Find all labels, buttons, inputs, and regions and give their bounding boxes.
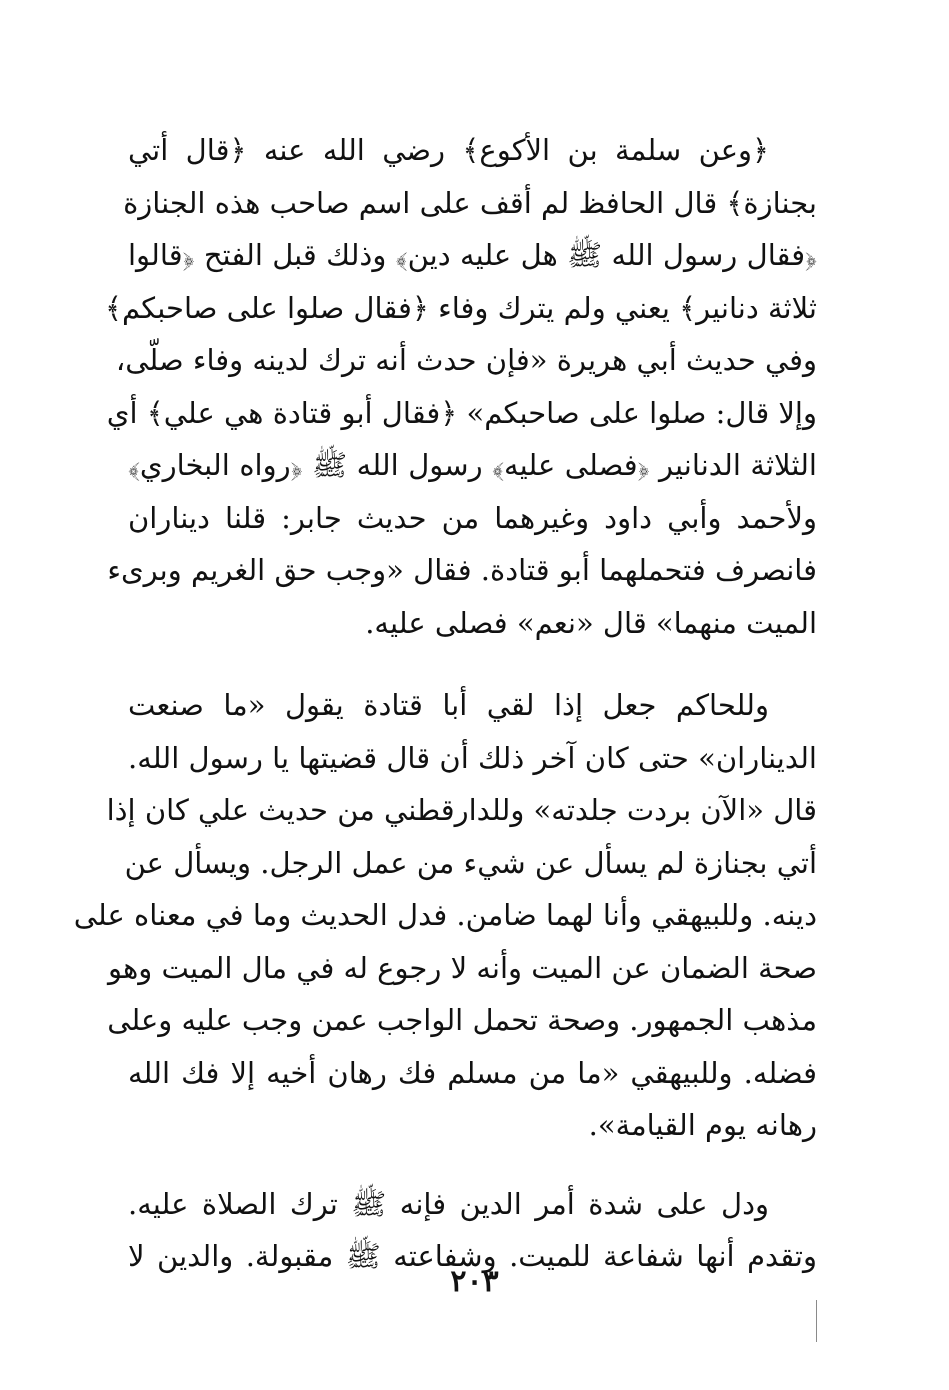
- paragraph-gap: [128, 649, 817, 679]
- paragraph-1: [104, 124, 817, 649]
- text-line: فضله. وللبيهقي «ما من مسلم فك رهان أخيه إلا فك الله: [128, 1055, 817, 1090]
- text-line: الثلاثة الدنانير ﴿فصلى عليه﴾ رسول الله ﷺ ﴿رواه البخاري﴾: [128, 448, 817, 482]
- text-line: الميت منهما» قال «نعم» فصلى عليه.: [365, 605, 817, 640]
- text-line: الديناران» حتى كان آخر ذلك أن قال قضيتها يا رسول الله.: [128, 740, 817, 775]
- text-line: وتقدم أنها شفاعة للميت. وشفاعته ﷺ مقبولة. والدين لا: [128, 1239, 817, 1273]
- text-line: صحة الضمان عن الميت وأنه لا رجوع له في مال الميت وهو: [108, 950, 817, 985]
- page-number: ٢٠٣: [450, 1264, 499, 1299]
- text-line: قال «الآن بردت جلدته» وللدارقطني من حديث علي كان إذا: [106, 793, 817, 827]
- text-line: فانصرف فتحملهما أبو قتادة. فقال «وجب حق الغريم وبرىء: [107, 553, 817, 587]
- text-line: ودل على شدة أمر الدين فإنه ﷺ ترك الصلاة عليه.: [128, 1186, 769, 1221]
- text-line: أتي بجنازة لم يسأل عن شيء من عمل الرجل. ويسأل عن: [124, 845, 817, 880]
- main-text: [73, 124, 817, 1283]
- text-line: وللحاكم جعل إذا لقي أبا قتادة يقول «ما صنعت: [128, 688, 769, 722]
- text-line: بجنازة﴾ قال الحافظ لم أقف على اسم صاحب هذه الجنازة: [123, 185, 817, 220]
- text-line: وفي حديث أبي هريرة «فإن حدث أنه ترك لدينه وفاء صلّى،: [115, 343, 817, 377]
- paragraph-gap: [128, 1152, 817, 1178]
- text-line: رهانه يوم القيامة».: [588, 1108, 817, 1142]
- text-line: ﴿وعن سلمة بن الأكوع﴾ رضي الله عنه ﴿قال أتي: [128, 133, 769, 167]
- text-line: دينه. وللبيهقي وأنا لهما ضامن. فدل الحديث وما في معناه على: [73, 898, 817, 932]
- scan-margin-mark: [816, 1300, 817, 1342]
- text-line: مذهب الجمهور. وصحة تحمل الواجب عمن وجب عليه وعلى: [107, 1003, 817, 1037]
- text-line: ولأحمد وأبي داود وغيرهما من حديث جابر: قلنا ديناران: [128, 500, 817, 535]
- text-line: ثلاثة دنانير﴾ يعني ولم يترك وفاء ﴿فقال صلوا على صاحبكم﴾: [104, 290, 817, 325]
- paragraph-2: [73, 679, 817, 1152]
- text-line: وإلا قال: صلوا على صاحبكم» ﴿فقال أبو قتادة هي علي﴾ أي: [106, 395, 817, 430]
- text-line: ﴿فقال رسول الله ﷺ هل عليه دين﴾ وذلك قبل الفتح ﴿قالوا: [128, 238, 817, 272]
